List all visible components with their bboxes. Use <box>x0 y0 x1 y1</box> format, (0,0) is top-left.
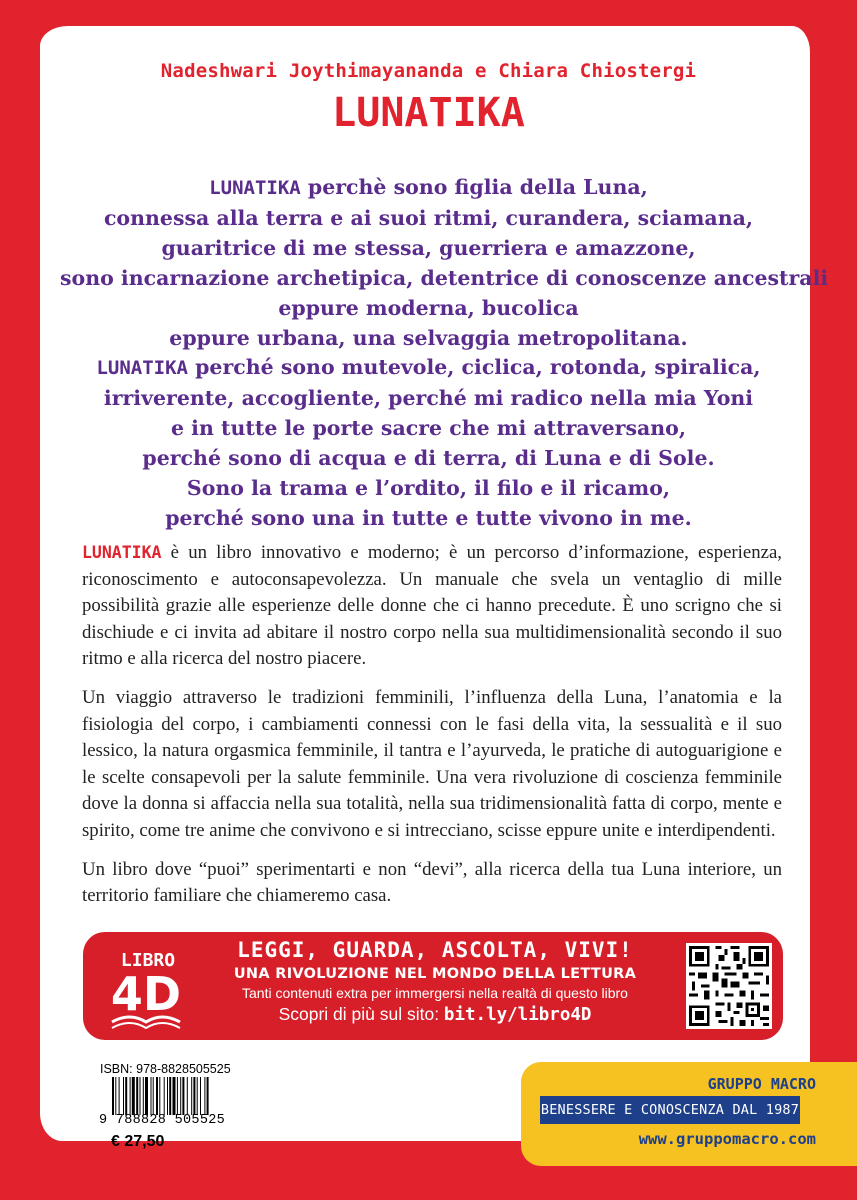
banner-description: Tanti contenuti extra per immergersi nella realtà di questo libro <box>242 985 628 1001</box>
barcode-icon <box>112 1077 248 1115</box>
poem-line: guaritrice di me stessa, guerriera e amazzone, <box>161 236 696 260</box>
book-title: LUNATIKA <box>332 90 525 136</box>
description-paragraph: Un viaggio attraverso le tradizioni femminili, l’influenza della Luna, l’anatomia e la fisiologia del corpo, i cambiamenti connessi con le fasi della vita, la sessualità e il suo lessico, la natura orgasmica femminile, il tantra e l’ayurveda, le pratiche di autoguarigione e le scelte consapevoli per la salute femminile. Una vera rivoluzione di coscienza femminile dove la donna si affaccia nella sua totalità, nella sua tridimensionalità fatta di corpo, mente e spirito, come tre anime che convivono e si intrecciano, scisse eppure unite e interdipendenti. <box>82 686 782 841</box>
poem-line: LUNATIKA perché sono mutevole, ciclica, rotonda, spiralica, <box>96 355 761 379</box>
barcode-number: 9 788828 505525 <box>99 1113 226 1128</box>
publisher-name: GRUPPO MACRO <box>707 1075 816 1093</box>
poem-stanza-2 <box>60 352 797 533</box>
publisher-tagline: BENESSERE E CONOSCENZA DAL 1987 <box>540 1096 800 1124</box>
poem-line: perché sono una in tutte e tutte vivono in me. <box>165 506 692 530</box>
publisher-website[interactable]: www.gruppomacro.com <box>638 1130 816 1148</box>
description <box>82 540 782 922</box>
poem-line: eppure urbana, una selvaggia metropolitana. <box>169 326 688 350</box>
svg-text:LIBRO: LIBRO <box>120 950 176 971</box>
banner-headline: LEGGI, GUARDA, ASCOLTA, VIVI! <box>237 938 633 962</box>
poem-line: irriverente, accogliente, perché mi radico nella mia Yoni <box>103 386 754 410</box>
banner-link-line: Scopri di più sul sito: bit.ly/libro4D <box>278 1004 592 1025</box>
banner-text <box>200 936 670 1025</box>
poem-line: sono incarnazione archetipica, detentrice di conoscenze ancestrali <box>60 266 829 290</box>
svg-text:4D: 4D <box>110 967 182 1021</box>
banner-subheadline: UNA RIVOLUZIONE NEL MONDO DELLA LETTURA <box>233 966 637 982</box>
poem-line: LUNATIKA perchè sono figlia della Luna, <box>209 175 648 199</box>
price: € 27,50 <box>111 1133 165 1150</box>
poem-line: connessa alla terra e ai suoi ritmi, curandera, sciamana, <box>103 206 754 230</box>
description-paragraph: Un libro dove “puoi” sperimentarti e non “devi”, alla ricerca della tua Luna interiore, un territorio familiare che chiameremo casa. <box>82 858 782 907</box>
poem-stanza-1 <box>60 172 829 353</box>
description-paragraph: LUNATIKA è un libro innovativo e moderno; è un percorso d’informazione, esperienza, riconoscimento e autoconsapevolezza. Un manuale che svela un ventaglio di mille possibilità grazie alle esperienze delle donne che ci hanno precedute. È uno scrigno che si dischiude e ci invita ad abitare il nostro corpo nella sua multidimensionalità secondo il suo ritmo e alla ricerca del nostro piacere. <box>82 542 782 670</box>
poem-line: e in tutte le porte sacre che mi attraversano, <box>171 416 686 440</box>
poem-line: eppure moderna, bucolica <box>278 296 579 320</box>
poem-line: Sono la trama e l’ordito, il filo e il ricamo, <box>186 476 671 500</box>
authors: Nadeshwari Joythimayananda e Chiara Chiostergi <box>160 60 697 82</box>
banner-link[interactable]: bit.ly/libro4D <box>443 1005 592 1025</box>
poem-line: perché sono di acqua e di terra, di Luna e di Sole. <box>142 446 715 470</box>
isbn-label: ISBN: 978-8828505525 <box>100 1062 231 1076</box>
qr-code-icon[interactable] <box>686 943 772 1029</box>
libro4d-logo-icon <box>100 938 190 1034</box>
